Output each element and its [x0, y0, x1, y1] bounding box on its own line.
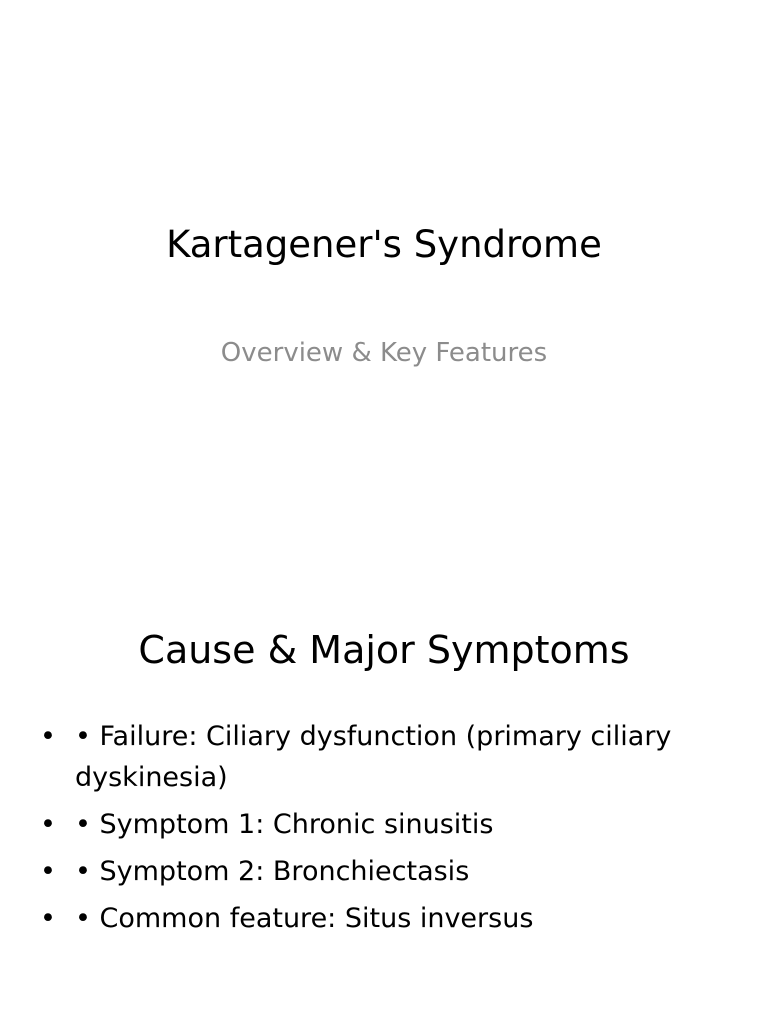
content-slide-title: Cause & Major Symptoms	[138, 628, 630, 672]
bullet-text: • Failure: Ciliary dysfunction (primary ciliary dyskinesia)	[75, 721, 672, 793]
bullet-list	[40, 716, 700, 945]
list-item	[40, 898, 700, 939]
slide-title: Kartagener's Syndrome	[166, 223, 602, 266]
list-item	[40, 851, 700, 892]
list-item	[40, 804, 700, 845]
bullet-icon: •	[40, 721, 56, 752]
slide-subtitle: Overview & Key Features	[220, 338, 548, 368]
list-item	[40, 716, 700, 798]
bullet-text: • Symptom 2: Bronchiectasis	[75, 856, 470, 887]
bullet-text: • Symptom 1: Chronic sinusitis	[75, 809, 494, 840]
bullet-text: • Common feature: Situs inversus	[75, 903, 534, 934]
bullet-icon: •	[40, 856, 56, 887]
content-slide	[0, 512, 768, 1024]
bullet-icon: •	[40, 903, 56, 934]
bullet-icon: •	[40, 809, 56, 840]
